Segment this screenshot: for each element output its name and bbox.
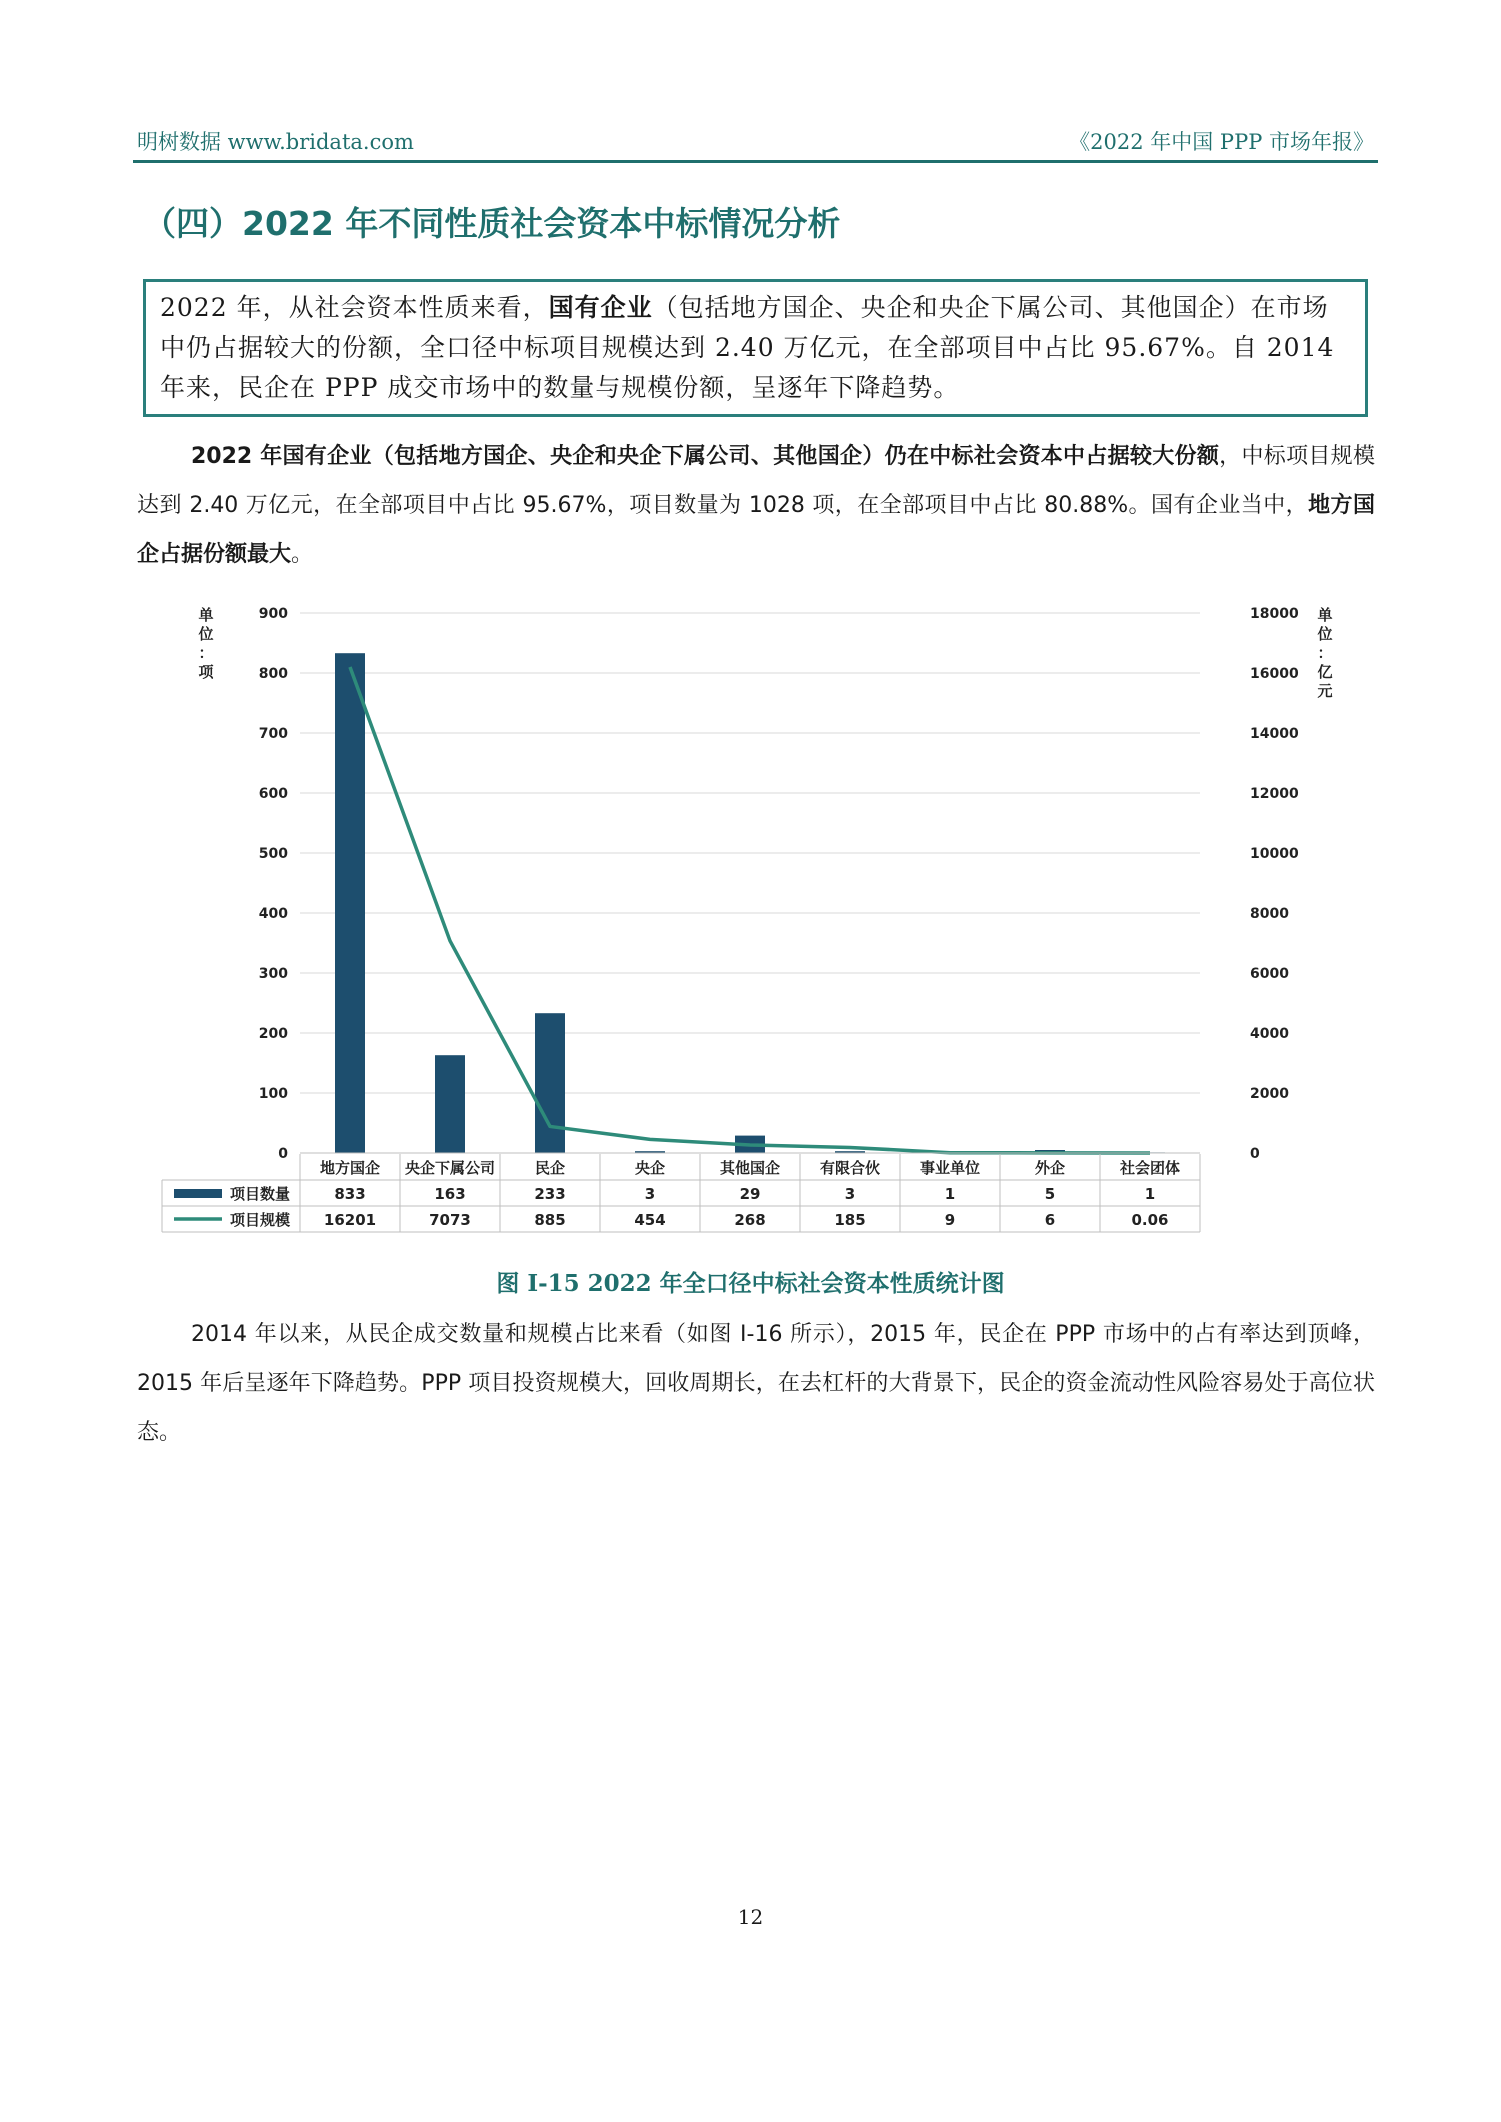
y-left-tick-label: 400 bbox=[258, 906, 288, 922]
paragraph-1 bbox=[137, 432, 1375, 579]
data-table bbox=[162, 1154, 1200, 1232]
section-title: （四）2022 年不同性质社会资本中标情况分析 bbox=[143, 204, 841, 243]
y-right-tick-label: 14000 bbox=[1250, 726, 1299, 742]
y-right-tick-label: 16000 bbox=[1250, 666, 1299, 682]
y-left-axis-label-char: ： bbox=[198, 644, 214, 662]
data-label: 9 bbox=[944, 1211, 956, 1229]
x-tick-label: 央企下属公司 bbox=[404, 1159, 496, 1177]
x-tick-label: 事业单位 bbox=[919, 1159, 981, 1177]
y-left-tick-label: 300 bbox=[258, 966, 288, 982]
y-left-axis-label-char: 项 bbox=[198, 663, 214, 681]
data-label: 1 bbox=[1144, 1185, 1156, 1203]
y-left-tick-label: 700 bbox=[258, 726, 288, 742]
x-tick-label: 其他国企 bbox=[719, 1159, 781, 1177]
legend-key-bar bbox=[174, 1189, 222, 1198]
y-left-tick-label: 100 bbox=[258, 1086, 288, 1102]
x-tick-label: 社会团体 bbox=[1119, 1159, 1181, 1177]
chart bbox=[160, 598, 1350, 1248]
y-right-axis-label bbox=[1316, 606, 1332, 700]
y-right-tick-label: 10000 bbox=[1250, 846, 1299, 862]
y-right-tick-label: 6000 bbox=[1250, 966, 1289, 982]
y-right-tick-label: 8000 bbox=[1250, 906, 1289, 922]
y-left-tick-label: 900 bbox=[258, 606, 288, 622]
bar-央企下属公司 bbox=[435, 1055, 465, 1153]
data-label: 7073 bbox=[429, 1211, 471, 1229]
y-left-tick-label: 200 bbox=[258, 1026, 288, 1042]
paragraph-2 bbox=[137, 1310, 1375, 1457]
line-series-scale bbox=[350, 667, 1150, 1153]
y-right-tick-label: 18000 bbox=[1250, 606, 1299, 622]
data-label: 3 bbox=[644, 1185, 656, 1203]
summary-text-1: 2022 年，从社会资本性质来看， bbox=[160, 293, 549, 322]
legend-label: 项目数量 bbox=[230, 1185, 291, 1203]
data-label: 5 bbox=[1044, 1185, 1056, 1203]
y-right-axis-label-char: 单 bbox=[1317, 606, 1333, 624]
data-label: 16201 bbox=[323, 1211, 377, 1229]
y-left-tick-label: 0 bbox=[278, 1146, 288, 1162]
summary-box bbox=[143, 279, 1368, 417]
summary-bold: 国有企业 bbox=[548, 293, 653, 322]
bar-layer bbox=[335, 653, 1165, 1153]
y-left-tick-label: 500 bbox=[258, 846, 288, 862]
para1-bold-2: 地方国企占据份额最大 bbox=[137, 493, 1375, 567]
data-label: 29 bbox=[739, 1185, 761, 1203]
data-label: 833 bbox=[334, 1185, 366, 1203]
data-label: 233 bbox=[534, 1185, 566, 1203]
bar-地方国企 bbox=[335, 653, 365, 1153]
y-right-axis-label-char: 亿 bbox=[1317, 663, 1333, 681]
bar-民企 bbox=[535, 1013, 565, 1153]
x-tick-label: 地方国企 bbox=[319, 1159, 381, 1177]
header-rule bbox=[133, 160, 1378, 163]
data-label: 0.06 bbox=[1131, 1211, 1169, 1229]
y-left-tick-label: 600 bbox=[258, 786, 288, 802]
para2-text: 2014 年以来，从民企成交数量和规模占比来看（如图 I-16 所示），2015 年，民企在 PPP 市场中的占有率达到顶峰，2015 年后呈逐年下降趋势。PPP 项目投资规模大，回收周期长，在去杠杆的大背景下，民企的资金流动性风险容易处于高位状态。 bbox=[137, 1322, 1375, 1445]
y-right-axis-label-char: ： bbox=[1317, 644, 1333, 662]
y-right-axis-label-char: 位 bbox=[1317, 625, 1333, 643]
page-number: 12 bbox=[737, 1905, 764, 1929]
axis-layer bbox=[197, 606, 1332, 1162]
data-label: 885 bbox=[534, 1211, 566, 1229]
figure-caption: 图 I-15 2022 年全口径中标社会资本性质统计图 bbox=[496, 1270, 1005, 1297]
y-left-tick-label: 800 bbox=[258, 666, 288, 682]
data-label: 268 bbox=[734, 1211, 766, 1229]
x-tick-label: 有限合伙 bbox=[819, 1159, 881, 1177]
data-label: 3 bbox=[844, 1185, 856, 1203]
y-left-axis-label bbox=[197, 606, 214, 681]
para1-text-2: 。 bbox=[291, 542, 314, 567]
page-header bbox=[133, 124, 1378, 160]
x-tick-label: 外企 bbox=[1034, 1159, 1066, 1177]
data-label: 185 bbox=[834, 1211, 866, 1229]
y-right-tick-label: 0 bbox=[1250, 1146, 1260, 1162]
header-right-text: 《2022 年中国 PPP 市场年报》 bbox=[1069, 130, 1374, 154]
chart-svg bbox=[160, 598, 1350, 1248]
y-right-tick-label: 2000 bbox=[1250, 1086, 1289, 1102]
x-tick-label: 民企 bbox=[534, 1159, 566, 1177]
legend-label: 项目规模 bbox=[230, 1211, 291, 1229]
y-right-axis-label-char: 元 bbox=[1317, 682, 1333, 700]
data-label: 1 bbox=[944, 1185, 956, 1203]
y-left-axis-label-char: 位 bbox=[198, 625, 214, 643]
header-left-text: 明树数据 www.bridata.com bbox=[137, 130, 414, 154]
data-label: 454 bbox=[634, 1211, 666, 1229]
y-right-tick-label: 12000 bbox=[1250, 786, 1299, 802]
y-right-tick-label: 4000 bbox=[1250, 1026, 1289, 1042]
data-label: 163 bbox=[434, 1185, 466, 1203]
para1-text-1: ，中标项目规模达到 2.40 万亿元，在全部项目中占比 95.67%，项目数量为 1028 项，在全部项目中占比 80.88%。国有企业当中， bbox=[137, 444, 1375, 518]
summary-text-2: （包括地方国企、央企和央企下属公司、其他国企）在市场中仍占据较大的份额，全口径中标项目规模达到 2.40 万亿元，在全部项目中占比 95.67%。自 2014 年来，民企在 PPP 成交市场中的数量与规模份额，呈逐年下降趋势。 bbox=[160, 293, 1335, 402]
line-layer bbox=[350, 667, 1150, 1153]
y-left-axis-label-char: 单 bbox=[198, 606, 214, 624]
x-tick-label: 央企 bbox=[634, 1159, 666, 1177]
data-label: 6 bbox=[1044, 1211, 1056, 1229]
para1-bold-1: 2022 年国有企业（包括地方国企、央企和央企下属公司、其他国企）仍在中标社会资本中占据较大份额 bbox=[191, 444, 1220, 469]
